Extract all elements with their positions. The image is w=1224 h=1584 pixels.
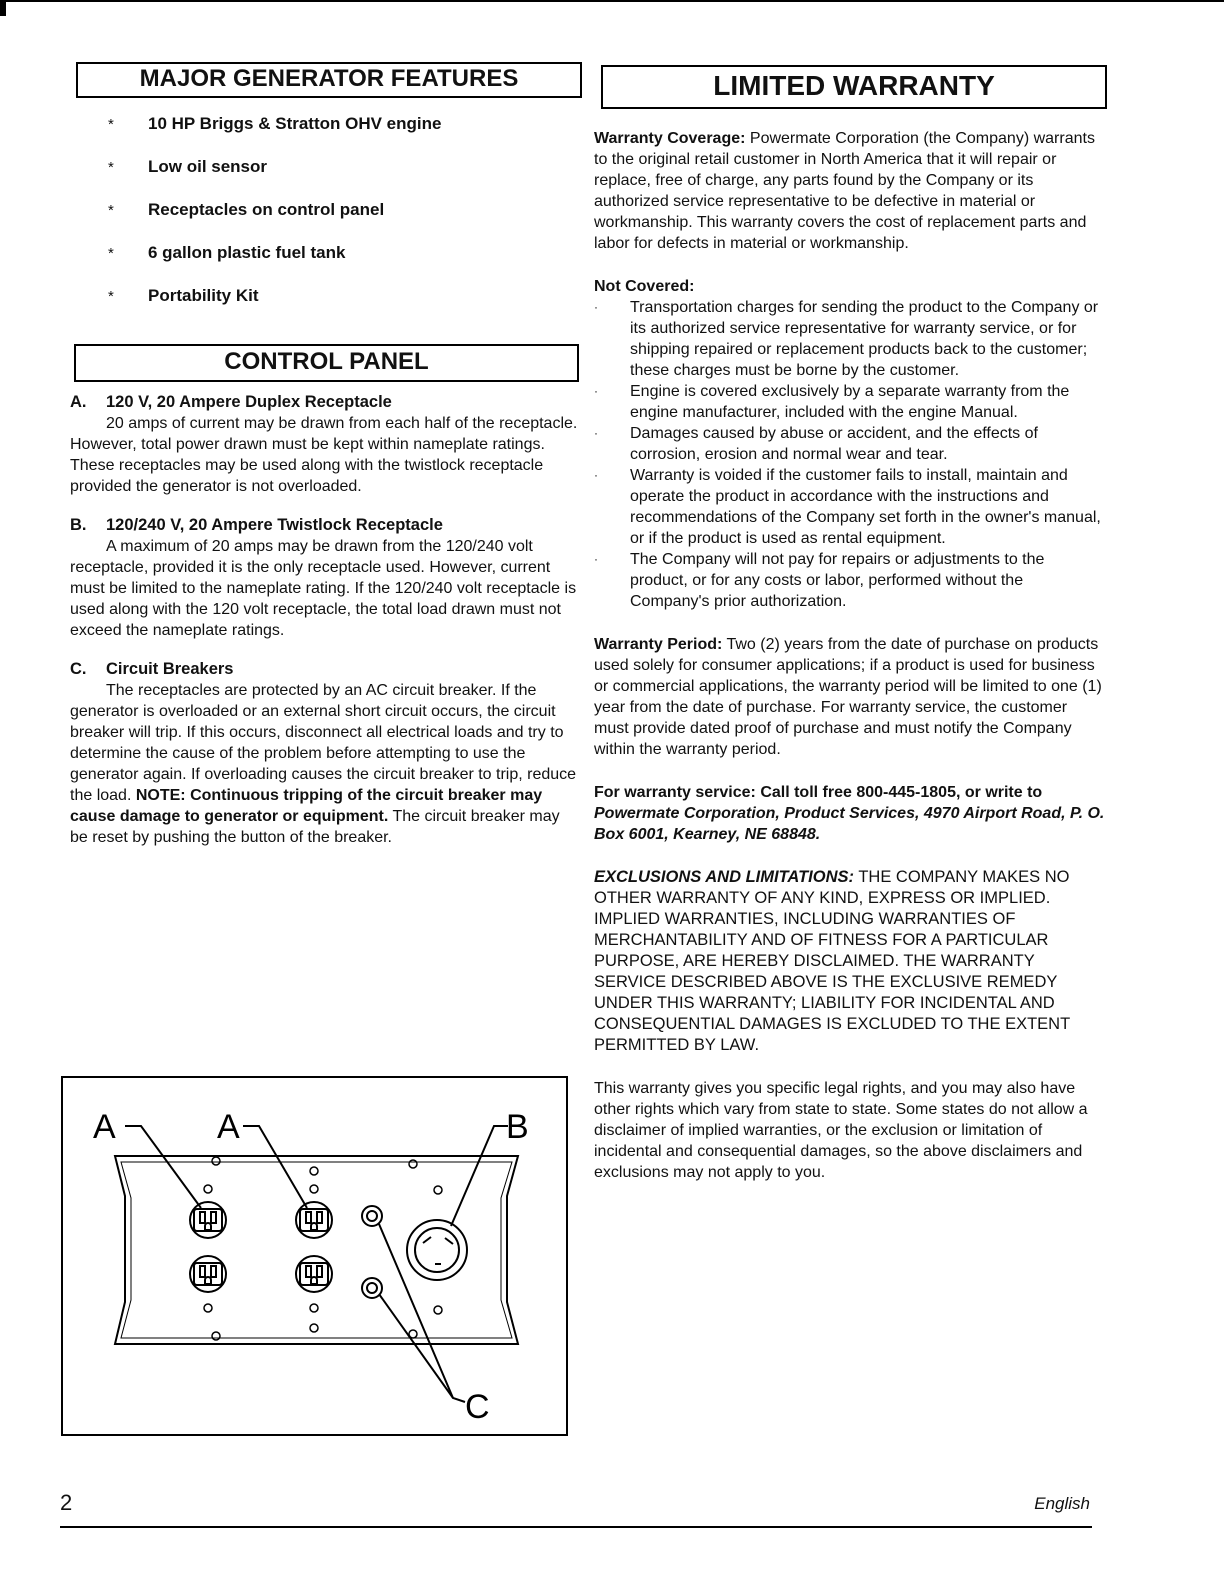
not-covered-item (594, 549, 1106, 612)
language-label: English (1034, 1494, 1090, 1513)
top-border-line (0, 0, 1224, 2)
cp-letter: A. (70, 393, 87, 411)
feature-bullet: * (108, 202, 114, 219)
control-panel-diagram (61, 1076, 568, 1436)
features-list (108, 114, 578, 329)
feature-text: 10 HP Briggs & Stratton OHV engine (148, 114, 442, 133)
not-covered-item (594, 423, 1106, 465)
feature-item (108, 157, 578, 200)
feature-item (108, 200, 578, 243)
control-panel-title: CONTROL PANEL (74, 344, 579, 382)
note-rest: The circuit breaker may be reset by pushing the button of the breaker. (70, 808, 560, 846)
feature-item (108, 243, 578, 286)
label-b: B (506, 1108, 529, 1146)
leader-a2 (243, 1126, 307, 1208)
feature-item (108, 286, 578, 329)
period-label: Warranty Period: (594, 636, 723, 653)
duplex-outlet-top-1 (190, 1202, 226, 1238)
cp-heading (70, 515, 580, 536)
duplex-outlet-top-2 (296, 1202, 332, 1238)
cp-body-text: A maximum of 20 amps may be drawn from the 120/240 volt receptacle, provided it is the only receptacle used. However, current must be limited to the nameplate rating. If the 120/240 volt receptacle is used along with the 120 volt receptacle, the total load drawn must not exceed the nameplate ratings. (70, 538, 577, 639)
leader-b (451, 1126, 508, 1226)
cp-heading (70, 392, 580, 413)
feature-text: Portability Kit (148, 286, 259, 305)
nc-bullet: · (594, 552, 598, 566)
cp-letter: C. (70, 660, 87, 678)
warranty-coverage (594, 128, 1106, 254)
cp-body-text: The receptacles are protected by an AC circuit breaker. If the generator is overloaded or an external short circuit occurs, the circuit breaker will trip. If this occurs, disconnect all electrical loads and try to determine the cause of the problem before attempting to use the generator again. If overloading causes the circuit breaker to trip, reduce the load. (70, 682, 577, 804)
feature-bullet: * (108, 245, 114, 262)
control-panel-section (70, 392, 580, 866)
feature-text: Receptacles on control panel (148, 200, 385, 219)
not-covered-item (594, 381, 1106, 423)
not-covered-item (594, 465, 1106, 549)
duplex-outlet-bottom-2 (296, 1256, 332, 1292)
nc-text: The Company will not pay for repairs or adjustments to the product, or for any costs or labor, performed without the Company's prior authorization. (630, 551, 1045, 610)
nc-text: Engine is covered exclusively by a separate warranty from the engine manufacturer, included with the engine Manual. (630, 383, 1070, 421)
nc-bullet: · (594, 384, 598, 398)
cp-heading-text: 120 V, 20 Ampere Duplex Receptacle (106, 393, 392, 411)
page-number: 2 (60, 1490, 73, 1515)
exclusions-text: THE COMPANY MAKES NO OTHER WARRANTY OF ANY KIND, EXPRESS OR IMPLIED. IMPLIED WARRANTIES, INCLUDING WARRANTIES OF MERCHANTABILITY AND OF FITNESS FOR A PARTICULAR PURPOSE, ARE HEREBY DISCLAIMED. THE WARRANTY SERVICE DESCRIBED ABOVE IS THE EXCLUSIVE REMEDY UNDER THIS WARRANTY; LIABILITY FOR INCIDENTAL AND CONSEQUENTIAL DAMAGES IS EXCLUDED TO THE EXTENT PERMITTED BY LAW. (594, 868, 1070, 1054)
corner-mark (0, 0, 6, 16)
cp-letter: B. (70, 516, 87, 534)
period-text: Two (2) years from the date of purchase on products used solely for consumer applications; if a product is used for business or commercial applications, the warranty period will be limited to one (1) year from the date of purchase. For warranty service, the customer must provide dated proof of purchase and must notify the Company within the warranty period. (594, 636, 1102, 758)
cp-item-b (70, 515, 580, 641)
exclusions (594, 867, 1106, 1056)
warranty-title: LIMITED WARRANTY (601, 65, 1107, 109)
nc-text: Warranty is voided if the customer fails to install, maintain and operate the product in accordance with the instructions and recommendations of the Company set forth in the owner's manual, or if the product is used as rental equipment. (630, 467, 1101, 547)
nc-bullet: · (594, 468, 598, 482)
label-a-2: A (217, 1108, 240, 1146)
cp-body (70, 680, 580, 848)
nc-text: Damages caused by abuse or accident, and the effects of corrosion, erosion and normal wear and tear. (630, 425, 1038, 463)
cp-item-a (70, 392, 580, 497)
cp-body (70, 536, 580, 641)
cp-heading-text: Circuit Breakers (106, 660, 234, 678)
note-warning: Continuous tripping of the circuit breaker may cause damage to generator or equipment. (70, 787, 543, 825)
feature-text: Low oil sensor (148, 157, 268, 176)
cp-item-c (70, 659, 580, 848)
coverage-text: Powermate Corporation (the Company) warrants to the original retail customer in North America that it will repair or replace, free of charge, any parts found by the Company or its authorized service representative to be defective in material or workmanship. This warranty covers the cost of replacement parts and labor for defects in material or workmanship. (594, 130, 1095, 252)
diagram-drawing (63, 1078, 570, 1438)
not-covered-list (594, 297, 1106, 612)
feature-bullet: * (108, 116, 114, 133)
nc-bullet: · (594, 300, 598, 314)
cp-heading (70, 659, 580, 680)
circuit-breaker-1 (362, 1206, 382, 1226)
nc-bullet: · (594, 426, 598, 440)
note-label: NOTE: (135, 787, 186, 804)
duplex-outlet-bottom-1 (190, 1256, 226, 1292)
warranty-service (594, 782, 1106, 845)
cp-heading-text: 120/240 V, 20 Ampere Twistlock Receptacle (106, 516, 443, 534)
legal-rights: This warranty gives you specific legal rights, and you may also have other rights which vary from state to state. Some states do not allow a disclaimer of implied warranties, or the exclusion or limitation of incidental and consequential damages, so the above disclaimers and exclusions may not apply to you. (594, 1080, 1088, 1181)
coverage-label: Warranty Coverage: (594, 130, 746, 147)
feature-bullet: * (108, 159, 114, 176)
features-title: MAJOR GENERATOR FEATURES (76, 62, 582, 98)
feature-text: 6 gallon plastic fuel tank (148, 243, 346, 262)
warranty-section (594, 128, 1106, 1205)
cp-body-text: 20 amps of current may be drawn from each half of the receptacle. However, total power drawn must be kept within nameplate ratings. These receptacles may be used along with the twistlock receptacle provided the generator is not overloaded. (70, 415, 578, 495)
feature-bullet: * (108, 288, 114, 305)
not-covered-item (594, 297, 1106, 381)
label-c: C (465, 1388, 490, 1426)
not-covered-label: Not Covered: (594, 278, 695, 295)
warranty-period (594, 634, 1106, 760)
label-a-1: A (93, 1108, 116, 1146)
panel-outline (115, 1156, 518, 1344)
feature-item (108, 114, 578, 157)
footer-rule (60, 1526, 1092, 1528)
nc-text: Transportation charges for sending the product to the Company or its authorized service representative for warranty service, or for shipping repaired or replacement products back to the customer; these charges must be borne by the customer. (630, 299, 1099, 379)
cp-body (70, 413, 580, 497)
exclusions-label: EXCLUSIONS AND LIMITATIONS: (594, 868, 855, 886)
service-call: Call toll free 800-445-1805, or write to (760, 784, 1043, 801)
service-label: For warranty service: (594, 784, 756, 801)
leader-a1 (125, 1126, 201, 1208)
twistlock-receptacle (407, 1220, 467, 1280)
service-address: Powermate Corporation, Product Services, 4970 Airport Road, P. O. Box 6001, Kearney, NE 68848. (594, 805, 1105, 843)
